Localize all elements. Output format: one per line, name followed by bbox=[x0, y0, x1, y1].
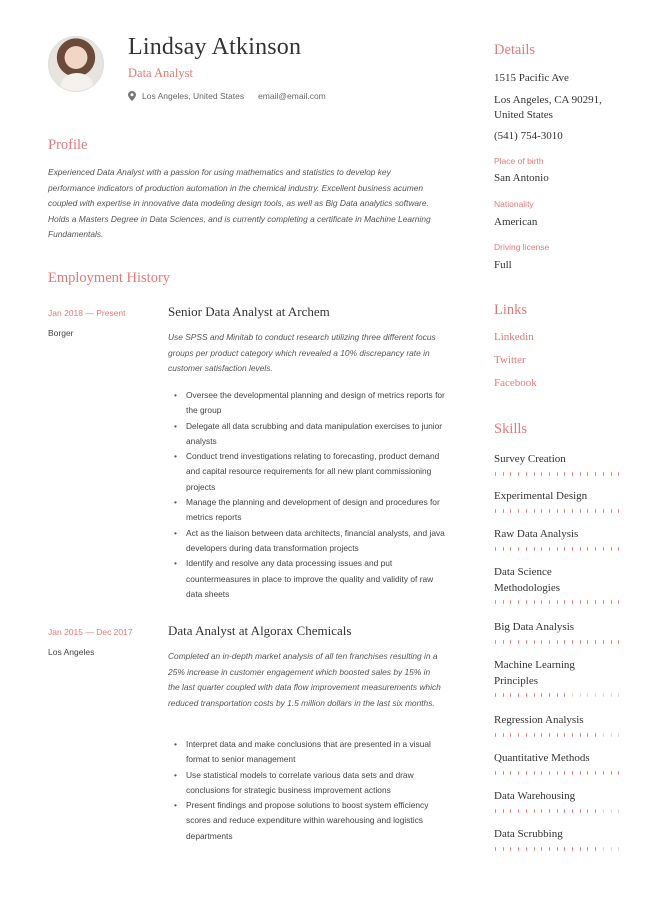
skill-dot bbox=[541, 509, 542, 513]
skill-dot bbox=[549, 600, 550, 604]
skill-dot bbox=[580, 733, 581, 737]
skill-dot bbox=[611, 847, 612, 851]
skill-dot bbox=[595, 509, 596, 513]
skill-dot bbox=[510, 771, 511, 775]
candidate-name: Lindsay Atkinson bbox=[128, 34, 302, 60]
skill-dot bbox=[611, 640, 612, 644]
skill-dot bbox=[518, 509, 519, 513]
skill-dot bbox=[495, 809, 496, 813]
skill-name: Regression Analysis bbox=[494, 714, 584, 726]
skill-dot bbox=[534, 693, 535, 697]
skill-dot bbox=[534, 733, 535, 737]
contact-location: Los Angeles, United States bbox=[142, 91, 245, 101]
skill-dot bbox=[549, 640, 550, 644]
profile-text: Experienced Data Analyst with a passion for using mathematics and statistics to develop key performance indicators of production automation in the chemical industry. Excellent business acumen coupled with expertise in innovative data modeling design tools, as well as Big Data analytics software. Holds a Masters Degree in Data Sciences, and is currently completing a certificate in Machine Learning Fundamentals. bbox=[48, 167, 431, 239]
skill-dot bbox=[572, 547, 573, 551]
skill-dot bbox=[503, 733, 504, 737]
job-bullets bbox=[186, 388, 448, 602]
skill-name: Data Warehousing bbox=[494, 790, 576, 802]
location-pin-icon bbox=[128, 91, 136, 101]
skill-item bbox=[494, 565, 619, 604]
skill-dot bbox=[587, 771, 588, 775]
skill-dot bbox=[618, 771, 619, 775]
skill-dot bbox=[503, 600, 504, 604]
skill-dot bbox=[526, 509, 527, 513]
skill-dot bbox=[618, 693, 619, 697]
skill-dot bbox=[549, 847, 550, 851]
skill-dot bbox=[557, 733, 558, 737]
skill-dot bbox=[587, 472, 588, 476]
link-facebook[interactable]: Facebook bbox=[494, 377, 537, 389]
skill-dot bbox=[580, 600, 581, 604]
skill-dot bbox=[564, 771, 565, 775]
skill-level-dots bbox=[494, 809, 619, 813]
skill-dot bbox=[549, 472, 550, 476]
skill-dot bbox=[503, 509, 504, 513]
skill-dot bbox=[557, 509, 558, 513]
skill-level-dots bbox=[494, 472, 619, 476]
skill-dot bbox=[534, 847, 535, 851]
skill-dot bbox=[534, 771, 535, 775]
skill-dot bbox=[595, 771, 596, 775]
skill-dot bbox=[495, 640, 496, 644]
skill-dot bbox=[510, 693, 511, 697]
skill-dot bbox=[526, 693, 527, 697]
skill-dot bbox=[580, 640, 581, 644]
job-bullets bbox=[186, 737, 448, 844]
skill-level-dots bbox=[494, 547, 619, 551]
list-item: • Conduct trend investigations relating to forecasting, product demand and capital resource requirements for all new plant commissioning projects bbox=[186, 449, 448, 495]
skill-dot bbox=[510, 640, 511, 644]
skill-dot bbox=[518, 847, 519, 851]
skill-dot bbox=[495, 771, 496, 775]
job-title: Data Analyst at Algorax Chemicals bbox=[168, 623, 352, 638]
skill-dot bbox=[503, 472, 504, 476]
skill-dot bbox=[572, 733, 573, 737]
list-item: • Act as the liaison between data architects, financial analysts, and java developers during data transformation projects bbox=[186, 526, 448, 557]
skill-dot bbox=[603, 847, 604, 851]
skill-dot bbox=[495, 693, 496, 697]
list-item: • Use statistical models to correlate various data sets and draw conclusions for strategic business improvement actions bbox=[186, 768, 448, 799]
link-linkedin[interactable]: Linkedin bbox=[494, 331, 534, 343]
birth-label: Place of birth bbox=[494, 156, 544, 166]
skill-dot bbox=[495, 600, 496, 604]
skill-dot bbox=[518, 547, 519, 551]
skill-dot bbox=[541, 693, 542, 697]
skill-dot bbox=[564, 847, 565, 851]
skill-dot bbox=[611, 472, 612, 476]
skill-dot bbox=[526, 600, 527, 604]
skill-dot bbox=[603, 547, 604, 551]
skill-dot bbox=[510, 733, 511, 737]
skill-dot bbox=[564, 472, 565, 476]
skill-dot bbox=[526, 733, 527, 737]
skill-dot bbox=[587, 509, 588, 513]
skill-dot bbox=[572, 600, 573, 604]
birth-value: San Antonio bbox=[494, 172, 549, 184]
skill-level-dots bbox=[494, 847, 619, 851]
skill-dot bbox=[503, 771, 504, 775]
nationality-label: Nationality bbox=[494, 199, 534, 209]
skill-dot bbox=[618, 640, 619, 644]
skill-dot bbox=[611, 809, 612, 813]
skill-dot bbox=[549, 693, 550, 697]
skill-dot bbox=[572, 472, 573, 476]
job-dates: Jan 2018 — Present bbox=[48, 308, 126, 318]
skill-dot bbox=[595, 600, 596, 604]
skill-dot bbox=[611, 693, 612, 697]
skill-dot bbox=[518, 640, 519, 644]
skill-dot bbox=[541, 472, 542, 476]
skill-dot bbox=[603, 693, 604, 697]
job-title: Senior Data Analyst at Archem bbox=[168, 304, 330, 319]
skill-dot bbox=[564, 547, 565, 551]
skill-name: Survey Creation bbox=[494, 453, 566, 465]
skill-dot bbox=[564, 600, 565, 604]
skill-dot bbox=[534, 509, 535, 513]
skill-dot bbox=[564, 809, 565, 813]
skill-dot bbox=[526, 547, 527, 551]
skills-heading: Skills bbox=[494, 421, 528, 437]
skill-dot bbox=[564, 640, 565, 644]
skill-dot bbox=[580, 771, 581, 775]
skill-dot bbox=[495, 547, 496, 551]
skill-dot bbox=[557, 600, 558, 604]
skill-dot bbox=[541, 733, 542, 737]
nationality-value: American bbox=[494, 216, 538, 228]
license-label: Driving license bbox=[494, 242, 550, 252]
skill-dot bbox=[587, 600, 588, 604]
skill-item bbox=[494, 489, 619, 513]
skill-dot bbox=[564, 733, 565, 737]
skill-dot bbox=[572, 771, 573, 775]
job-location: Borger bbox=[48, 328, 74, 338]
skill-dot bbox=[510, 600, 511, 604]
skill-dot bbox=[611, 547, 612, 551]
skill-dot bbox=[587, 733, 588, 737]
skill-dot bbox=[580, 809, 581, 813]
skill-dot bbox=[611, 733, 612, 737]
skill-dot bbox=[557, 640, 558, 644]
skill-dot bbox=[495, 472, 496, 476]
skill-level-dots bbox=[494, 693, 619, 697]
skill-name: Machine Learning Principles bbox=[494, 659, 575, 687]
skill-dot bbox=[618, 847, 619, 851]
address-line-2: Los Angeles, CA 90291, United States bbox=[494, 94, 602, 121]
skill-dot bbox=[510, 547, 511, 551]
job-dates: Jan 2015 — Dec 2017 bbox=[48, 627, 133, 637]
skill-dot bbox=[618, 600, 619, 604]
skill-level-dots bbox=[494, 733, 619, 737]
skill-dot bbox=[564, 509, 565, 513]
skill-dot bbox=[549, 509, 550, 513]
skill-dot bbox=[611, 600, 612, 604]
skill-dot bbox=[572, 847, 573, 851]
skill-item bbox=[494, 751, 619, 775]
skill-dot bbox=[518, 809, 519, 813]
skill-name: Experimental Design bbox=[494, 490, 588, 502]
skill-dot bbox=[534, 547, 535, 551]
skill-dot bbox=[595, 693, 596, 697]
skill-dot bbox=[541, 771, 542, 775]
list-item: • Oversee the developmental planning and design of metrics reports for the group bbox=[186, 388, 448, 419]
skill-dot bbox=[580, 509, 581, 513]
skill-dot bbox=[611, 509, 612, 513]
skill-dot bbox=[595, 847, 596, 851]
skill-dot bbox=[549, 771, 550, 775]
skill-dot bbox=[510, 472, 511, 476]
skill-dot bbox=[541, 640, 542, 644]
skill-dot bbox=[611, 771, 612, 775]
skill-dot bbox=[503, 847, 504, 851]
skill-dot bbox=[603, 472, 604, 476]
skill-dot bbox=[534, 640, 535, 644]
candidate-title: Data Analyst bbox=[128, 66, 193, 80]
skill-name: Data Scrubbing bbox=[494, 828, 563, 840]
skill-dot bbox=[495, 733, 496, 737]
skill-dot bbox=[534, 809, 535, 813]
list-item: • Manage the planning and development of design and procedures for metrics reports bbox=[186, 495, 448, 526]
list-item: • Delegate all data scrubbing and data manipulation exercises to junior analysts bbox=[186, 419, 448, 450]
skill-dot bbox=[618, 509, 619, 513]
skill-dot bbox=[603, 733, 604, 737]
skill-dot bbox=[526, 472, 527, 476]
skill-dot bbox=[557, 472, 558, 476]
skill-dot bbox=[534, 600, 535, 604]
skill-dot bbox=[557, 693, 558, 697]
skill-dot bbox=[495, 509, 496, 513]
skill-dot bbox=[549, 733, 550, 737]
list-item: • Interpret data and make conclusions that are presented in a visual format to senior management bbox=[186, 737, 448, 768]
link-twitter[interactable]: Twitter bbox=[494, 354, 526, 366]
contact-line bbox=[128, 91, 326, 101]
skill-dot bbox=[510, 809, 511, 813]
skill-item bbox=[494, 789, 619, 813]
skill-dot bbox=[503, 693, 504, 697]
skill-dot bbox=[603, 509, 604, 513]
license-value: Full bbox=[494, 259, 512, 271]
skill-dot bbox=[495, 847, 496, 851]
skill-dot bbox=[534, 472, 535, 476]
skill-dot bbox=[618, 472, 619, 476]
list-item: • Present findings and propose solutions to boost system efficiency scores and reduce expenditure within warehousing and logistics departments bbox=[186, 798, 448, 844]
skill-dot bbox=[503, 640, 504, 644]
skill-dot bbox=[603, 600, 604, 604]
skill-dot bbox=[510, 509, 511, 513]
job-summary: Use SPSS and Minitab to conduct research utilizing three different focus groups per product category which revealed a 10% discrepancy rate in customer satisfaction levels. bbox=[168, 332, 436, 373]
skill-dot bbox=[572, 640, 573, 644]
skill-dot bbox=[587, 547, 588, 551]
skill-dot bbox=[618, 733, 619, 737]
skill-dot bbox=[603, 640, 604, 644]
skill-dot bbox=[580, 847, 581, 851]
skill-dot bbox=[541, 809, 542, 813]
skill-dot bbox=[541, 600, 542, 604]
skill-dot bbox=[526, 640, 527, 644]
profile-heading: Profile bbox=[48, 137, 88, 153]
skill-dot bbox=[564, 693, 565, 697]
skill-name: Raw Data Analysis bbox=[494, 528, 579, 540]
skill-item bbox=[494, 527, 619, 551]
skill-item bbox=[494, 658, 619, 697]
skill-item bbox=[494, 620, 619, 644]
skill-name: Quantitative Methods bbox=[494, 752, 590, 764]
links-heading: Links bbox=[494, 302, 528, 318]
contact-email[interactable]: email@email.com bbox=[258, 91, 326, 101]
skill-dot bbox=[618, 809, 619, 813]
job-location: Los Angeles bbox=[48, 647, 95, 657]
skill-dot bbox=[580, 547, 581, 551]
job-summary: Completed an in-depth market analysis of all ten franchises resulting in a 25% increase in customer engagement which boosted sales by 15% in the last quarter coupled with data flow improvement measurements which reduced transportation costs by 1.5 million dollars in the last six months. bbox=[168, 651, 441, 708]
details-heading: Details bbox=[494, 42, 536, 58]
skill-dot bbox=[518, 771, 519, 775]
skill-dot bbox=[587, 693, 588, 697]
skill-dot bbox=[541, 847, 542, 851]
skill-dot bbox=[580, 693, 581, 697]
skill-dot bbox=[503, 809, 504, 813]
skill-dot bbox=[557, 809, 558, 813]
employment-heading: Employment History bbox=[48, 270, 171, 286]
address-line-1: 1515 Pacific Ave bbox=[494, 72, 569, 84]
skill-dot bbox=[595, 547, 596, 551]
skill-dot bbox=[572, 509, 573, 513]
skill-level-dots bbox=[494, 509, 619, 513]
skill-dot bbox=[557, 771, 558, 775]
skill-dot bbox=[572, 693, 573, 697]
skill-dot bbox=[603, 771, 604, 775]
skill-dot bbox=[587, 640, 588, 644]
skill-dot bbox=[549, 547, 550, 551]
skill-item bbox=[494, 713, 619, 737]
skill-level-dots bbox=[494, 600, 619, 604]
skill-dot bbox=[557, 847, 558, 851]
skill-item bbox=[494, 827, 619, 851]
skill-item bbox=[494, 452, 619, 476]
skill-dot bbox=[518, 472, 519, 476]
skill-dot bbox=[518, 733, 519, 737]
skill-dot bbox=[603, 809, 604, 813]
skill-dot bbox=[510, 847, 511, 851]
skill-dot bbox=[595, 640, 596, 644]
skill-dot bbox=[572, 809, 573, 813]
skill-dot bbox=[518, 693, 519, 697]
skill-level-dots bbox=[494, 640, 619, 644]
skill-dot bbox=[557, 547, 558, 551]
skill-dot bbox=[618, 547, 619, 551]
skill-dot bbox=[580, 472, 581, 476]
skill-dot bbox=[549, 809, 550, 813]
skill-dot bbox=[526, 771, 527, 775]
skill-dot bbox=[595, 733, 596, 737]
skill-dot bbox=[503, 547, 504, 551]
skill-name: Big Data Analysis bbox=[494, 621, 575, 633]
skill-dot bbox=[526, 809, 527, 813]
skill-dot bbox=[518, 600, 519, 604]
phone-number: (541) 754-3010 bbox=[494, 130, 563, 142]
skill-dot bbox=[587, 809, 588, 813]
skill-name: Data Science Methodologies bbox=[494, 566, 560, 594]
skill-dot bbox=[541, 547, 542, 551]
skill-dot bbox=[595, 809, 596, 813]
skill-dot bbox=[587, 847, 588, 851]
list-item: • Identify and resolve any data processing issues and put countermeasures in place to improve the quality and validity of raw data sheets bbox=[186, 556, 448, 602]
skill-dot bbox=[526, 847, 527, 851]
avatar bbox=[48, 36, 104, 92]
skill-dot bbox=[595, 472, 596, 476]
skill-level-dots bbox=[494, 771, 619, 775]
